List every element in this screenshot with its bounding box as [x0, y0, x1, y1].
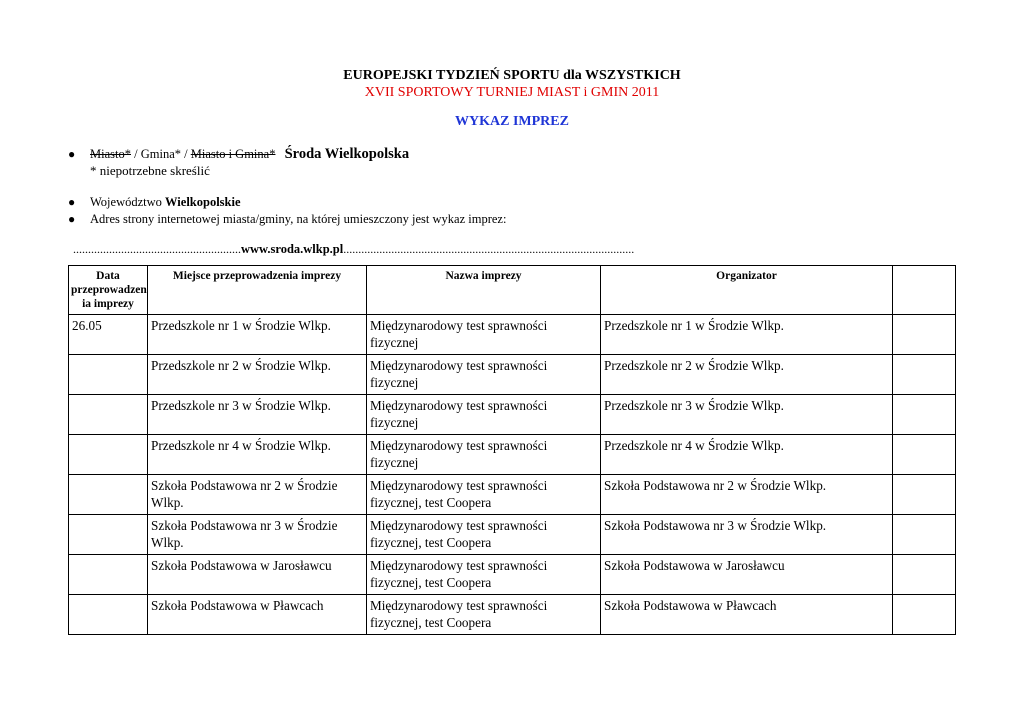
document-subtitle: XVII SPORTOWY TURNIEJ MIAST i GMIN 2011 [364, 85, 660, 100]
strike-note: * niepotrzebne skreślić [90, 163, 210, 178]
cell-extra [893, 395, 956, 435]
cell-extra [893, 315, 956, 355]
cell-date [69, 355, 148, 395]
cell-date [69, 475, 148, 515]
separator: / [130, 147, 141, 161]
cell-place: Przedszkole nr 1 w Środzie Wlkp. [148, 315, 367, 355]
voivodeship-bullet [68, 195, 241, 210]
cell-event: Międzynarodowy test sprawności fizycznej, test Coopera [367, 595, 601, 635]
cell-place: Szkoła Podstawowa nr 2 w Środzie Wlkp. [148, 475, 367, 515]
cell-event: Międzynarodowy test sprawności fizycznej [367, 355, 601, 395]
municipality-name: Środa Wielkopolska [284, 146, 410, 162]
header-organizer: Organizator [601, 266, 893, 315]
cell-organizer: Szkoła Podstawowa w Pławcach [601, 595, 893, 635]
cell-place: Szkoła Podstawowa w Jarosławcu [148, 555, 367, 595]
cell-organizer: Szkoła Podstawowa w Jarosławcu [601, 555, 893, 595]
table-header-row [69, 266, 956, 315]
cell-place: Przedszkole nr 4 w Środzie Wlkp. [148, 435, 367, 475]
website-url: www.sroda.wlkp.pl [241, 242, 344, 256]
table-row [69, 435, 956, 475]
cell-place: Szkoła Podstawowa nr 3 w Środzie Wlkp. [148, 515, 367, 555]
document-title: EUROPEJSKI TYDZIEŃ SPORTU dla WSZYSTKICH [343, 68, 681, 83]
website-label: Adres strony internetowej miasta/gminy, na której umieszczony jest wykaz imprez: [90, 212, 507, 226]
voivodeship-value: Wielkopolskie [165, 195, 241, 209]
dots-before: ........................................................ [73, 242, 241, 256]
cell-organizer: Szkoła Podstawowa nr 2 w Środzie Wlkp. [601, 475, 893, 515]
table-row [69, 515, 956, 555]
cell-place: Przedszkole nr 2 w Środzie Wlkp. [148, 355, 367, 395]
table-row [69, 395, 956, 435]
cell-extra [893, 435, 956, 475]
table-row [69, 355, 956, 395]
bullet-icon: ● [68, 212, 76, 226]
cell-organizer: Szkoła Podstawowa nr 3 w Środzie Wlkp. [601, 515, 893, 555]
website-bullet [68, 212, 506, 227]
cell-organizer: Przedszkole nr 2 w Środzie Wlkp. [601, 355, 893, 395]
separator: / [181, 147, 191, 161]
cell-date [69, 395, 148, 435]
municipality-bullet [68, 146, 409, 179]
header-place: Miejsce przeprowadzenia imprezy [148, 266, 367, 315]
cell-event: Międzynarodowy test sprawności fizycznej [367, 315, 601, 355]
table-row [69, 555, 956, 595]
website-line [73, 242, 634, 257]
option-miasto-i-gmina: Miasto i Gmina* [190, 147, 276, 161]
cell-event: Międzynarodowy test sprawności fizycznej, test Coopera [367, 515, 601, 555]
cell-event: Międzynarodowy test sprawności fizycznej, test Coopera [367, 475, 601, 515]
voivodeship-label: Województwo [90, 195, 166, 209]
cell-date [69, 595, 148, 635]
section-title: WYKAZ IMPREZ [455, 114, 569, 129]
cell-organizer: Przedszkole nr 1 w Środzie Wlkp. [601, 315, 893, 355]
cell-date: 26.05 [69, 315, 148, 355]
dots-after: ................................................................................................. [343, 242, 635, 256]
cell-event: Międzynarodowy test sprawności fizycznej [367, 395, 601, 435]
cell-extra [893, 475, 956, 515]
header-date: Data przeprowadzen ia imprezy [69, 266, 148, 315]
bullet-icon: ● [68, 195, 76, 209]
cell-organizer: Przedszkole nr 4 w Środzie Wlkp. [601, 435, 893, 475]
cell-event: Międzynarodowy test sprawności fizycznej [367, 435, 601, 475]
cell-place: Szkoła Podstawowa w Pławcach [148, 595, 367, 635]
cell-date [69, 515, 148, 555]
table-row [69, 595, 956, 635]
option-gmina: Gmina* [140, 147, 181, 161]
cell-organizer: Przedszkole nr 3 w Środzie Wlkp. [601, 395, 893, 435]
cell-place: Przedszkole nr 3 w Środzie Wlkp. [148, 395, 367, 435]
cell-extra [893, 555, 956, 595]
option-miasto: Miasto* [90, 147, 131, 161]
cell-date [69, 435, 148, 475]
table-row [69, 315, 956, 355]
cell-extra [893, 515, 956, 555]
table-row [69, 475, 956, 515]
cell-extra [893, 355, 956, 395]
bullet-icon: ● [68, 147, 76, 161]
header-extra [893, 266, 956, 315]
events-table [68, 265, 956, 635]
cell-event: Międzynarodowy test sprawności fizycznej, test Coopera [367, 555, 601, 595]
header-event: Nazwa imprezy [367, 266, 601, 315]
cell-extra [893, 595, 956, 635]
cell-date [69, 555, 148, 595]
